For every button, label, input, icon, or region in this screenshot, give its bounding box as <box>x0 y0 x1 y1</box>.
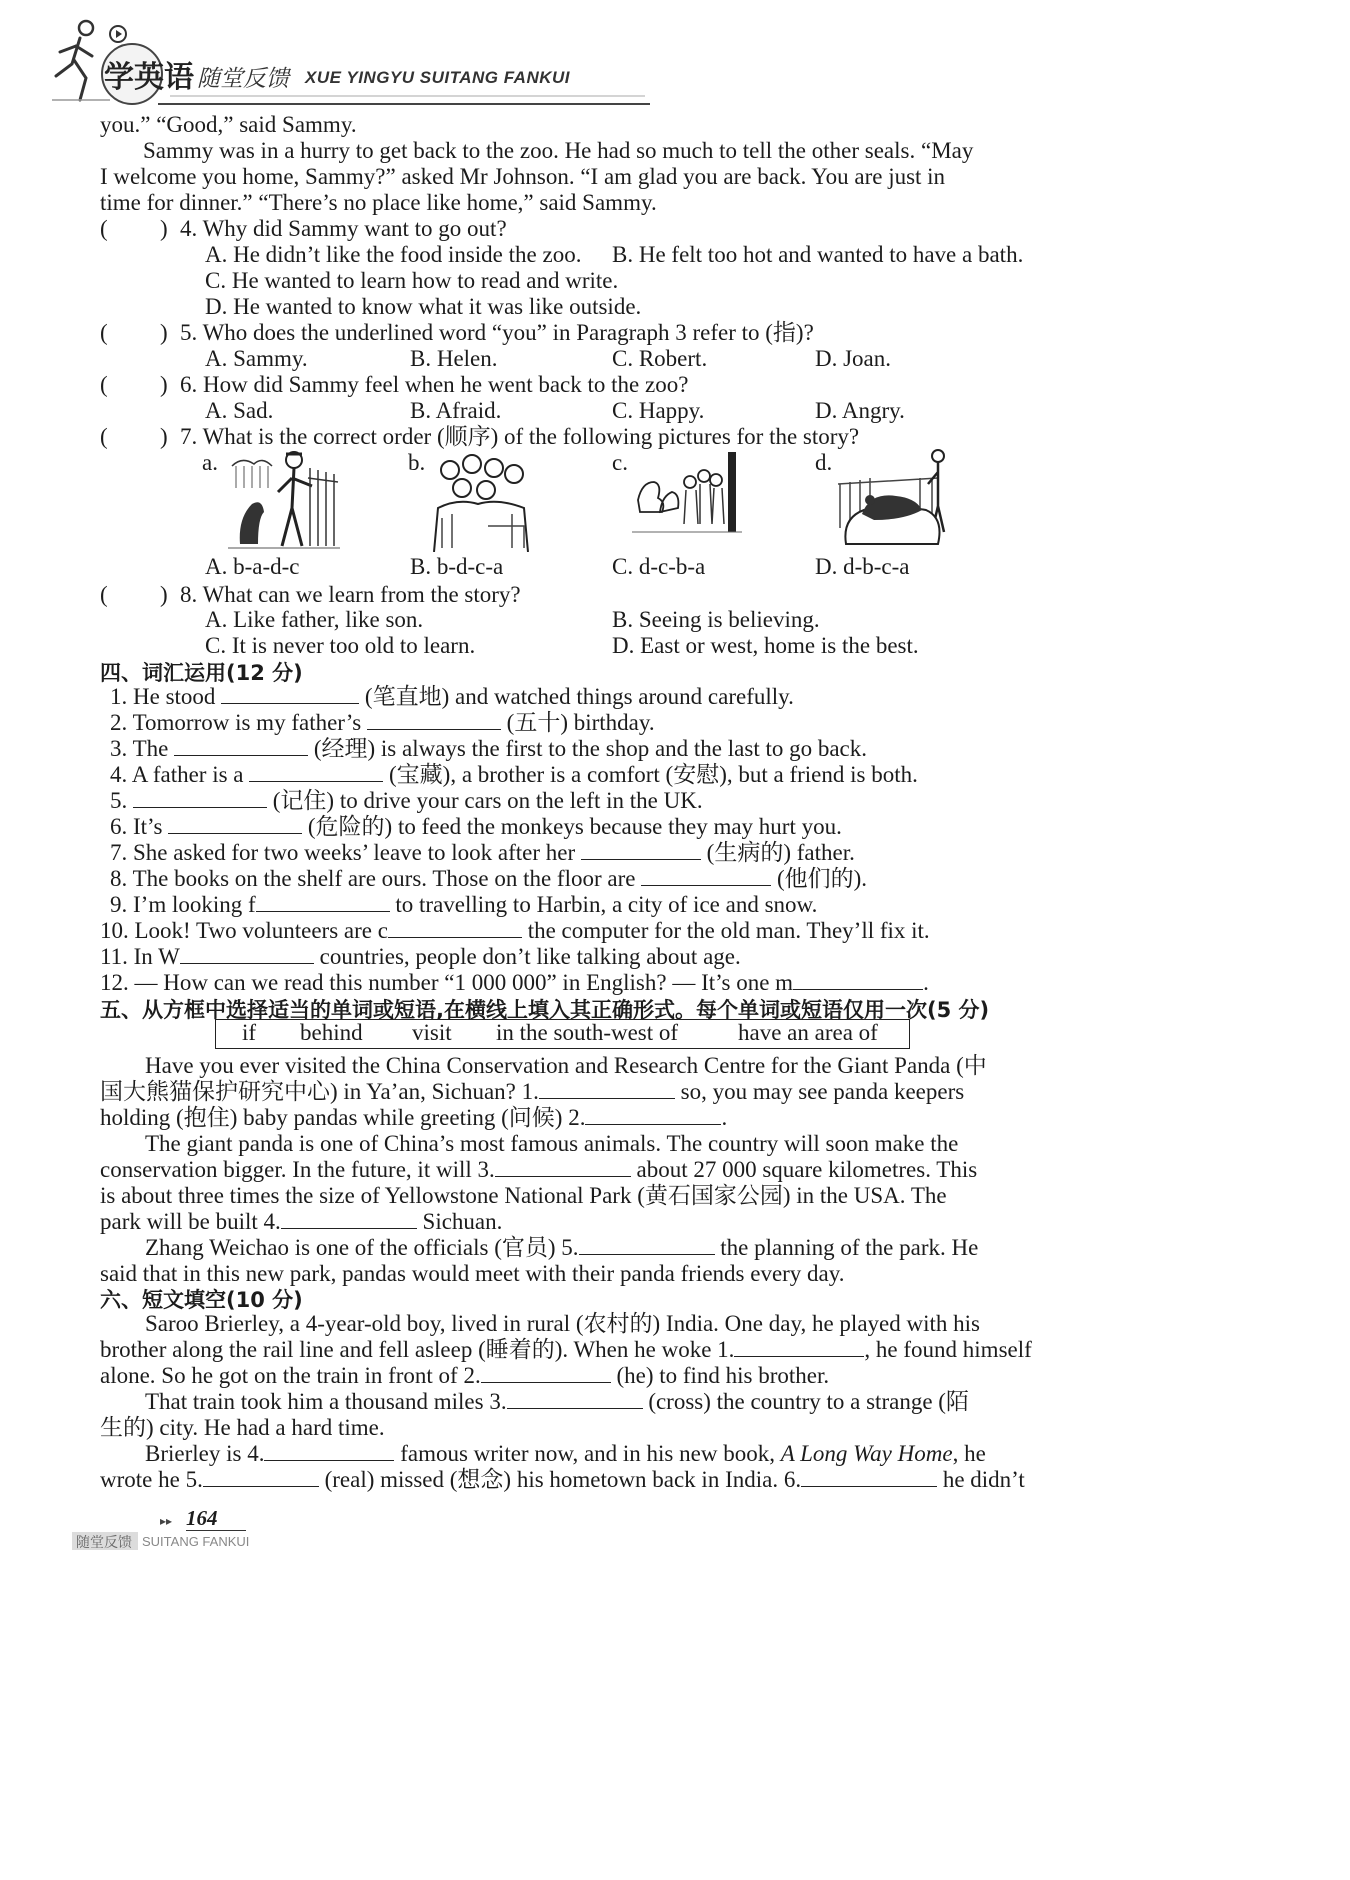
answer-blank[interactable] <box>249 761 383 782</box>
option-b: B. b-d-c-a <box>410 554 504 579</box>
passage-line: The giant panda is one of China’s most famous animals. The country will soon make the <box>145 1131 959 1156</box>
answer-blank[interactable] <box>203 1466 319 1487</box>
option-a: A. Sad. <box>205 398 274 423</box>
picture-label: b. <box>408 450 426 475</box>
word-option: have an area of <box>738 1020 878 1045</box>
seal-at-gate-illustration <box>222 448 342 552</box>
section-heading: 五、从方框中选择适当的单词或短语,在横线上填入其正确形式。每个单词或短语仅用一次(5 分) <box>100 998 990 1022</box>
answer-blank[interactable] <box>495 1156 631 1177</box>
option-b: B. Seeing is believing. <box>612 607 820 632</box>
answer-paren-open: ( <box>100 320 108 345</box>
passage-line: said that in this new park, pandas would meet with their panda friends every day. <box>100 1261 845 1286</box>
word-option: if <box>242 1020 257 1045</box>
answer-blank[interactable] <box>221 683 359 704</box>
answer-blank[interactable] <box>168 813 302 834</box>
word-option: visit <box>412 1020 452 1045</box>
option-c: C. It is never too old to learn. <box>205 633 476 658</box>
answer-blank[interactable] <box>367 709 501 730</box>
seal-on-rock-illustration <box>834 448 950 552</box>
answer-blank[interactable] <box>174 735 308 756</box>
option-d: D. d-b-c-a <box>815 554 910 579</box>
option-b: B. Afraid. <box>410 398 502 423</box>
answer-paren-open: ( <box>100 582 108 607</box>
answer-blank[interactable] <box>481 1362 611 1383</box>
crowd-illustration <box>428 448 532 552</box>
passage-line: 生的) city. He had a hard time. <box>100 1415 385 1440</box>
answer-blank[interactable] <box>793 969 923 990</box>
option-b: B. Helen. <box>410 346 498 371</box>
answer-paren-close: ) <box>160 424 168 449</box>
picture-label: a. <box>202 450 218 475</box>
header-title-en: XUE YINGYU SUITANG FANKUI <box>305 68 571 87</box>
story-line: Sammy was in a hurry to get back to the zoo. He had so much to tell the other seals. “May <box>143 138 974 163</box>
vocab-item: 10. Look! Two volunteers are c the computer for the old man. They’ll fix it. <box>100 918 930 943</box>
passage-line: alone. So he got on the train in front of 2. (he) to find his brother. <box>100 1363 830 1388</box>
footer-label: 随堂反馈 <box>76 1535 132 1551</box>
answer-blank[interactable] <box>256 891 390 912</box>
answer-blank[interactable] <box>539 1078 675 1099</box>
question-stem: 6. How did Sammy feel when he went back to the zoo? <box>180 372 689 397</box>
question-stem: 4. Why did Sammy want to go out? <box>180 216 507 241</box>
answer-paren-close: ) <box>160 582 168 607</box>
passage-line: wrote he 5. (real) missed (想念) his hometown back in India. 6. he didn’t <box>100 1467 1025 1492</box>
answer-blank[interactable] <box>585 1104 721 1125</box>
passage-line: Saroo Brierley, a 4-year-old boy, lived in rural (农村的) India. One day, he played with his <box>145 1311 980 1336</box>
story-line: I welcome you home, Sammy?” asked Mr Johnson. “I am glad you are back. You are just in <box>100 164 946 189</box>
passage-line: brother along the rail line and fell asleep (睡着的). When he woke 1. , he found himself <box>100 1337 1032 1362</box>
section-heading: 六、短文填空(10 分) <box>100 1288 303 1312</box>
vocab-item: 6. It’s (危险的) to feed the monkeys because they may hurt you. <box>110 814 842 839</box>
answer-paren-close: ) <box>160 216 168 241</box>
vocab-item: 9. I’m looking f to travelling to Harbin, a city of ice and snow. <box>110 892 818 917</box>
seals-and-children-illustration <box>632 452 744 536</box>
book-title: A Long Way Home <box>780 1441 953 1466</box>
question-stem: 5. Who does the underlined word “you” in Paragraph 3 refer to (指)? <box>180 320 814 345</box>
question-stem: 8. What can we learn from the story? <box>180 582 521 607</box>
vocab-item: 2. Tomorrow is my father’s (五十) birthday. <box>110 710 655 735</box>
picture-label: d. <box>815 450 833 475</box>
vocab-item: 3. The (经理) is always the first to the shop and the last to go back. <box>110 736 868 761</box>
passage-line: is about three times the size of Yellowstone National Park (黄石国家公园) in the USA. The <box>100 1183 947 1208</box>
answer-blank[interactable] <box>581 839 701 860</box>
answer-blank[interactable] <box>281 1208 417 1229</box>
option-c: C. Robert. <box>612 346 708 371</box>
vocab-item: 5. (记住) to drive your cars on the left in the UK. <box>110 788 703 813</box>
answer-paren-open: ( <box>100 424 108 449</box>
option-b: B. He felt too hot and wanted to have a bath. <box>612 242 1024 267</box>
passage-line: Have you ever visited the China Conservation and Research Centre for the Giant Panda (中 <box>145 1053 987 1078</box>
vocab-item: 8. The books on the shelf are ours. Those on the floor are (他们的). <box>110 866 868 891</box>
option-a: A. b-a-d-c <box>205 554 300 579</box>
page-number-rule <box>186 1530 246 1531</box>
option-c: C. He wanted to learn how to read and write. <box>205 268 619 293</box>
option-d: D. He wanted to know what it was like outside. <box>205 294 642 319</box>
answer-blank[interactable] <box>579 1234 715 1255</box>
header-title: 学英语 <box>104 60 194 95</box>
option-d: D. East or west, home is the best. <box>612 633 919 658</box>
passage-line: park will be built 4. Sichuan. <box>100 1209 503 1234</box>
story-line: time for dinner.” “There’s no place like home,” said Sammy. <box>100 190 657 215</box>
option-d: D. Angry. <box>815 398 905 423</box>
answer-blank[interactable] <box>801 1466 937 1487</box>
footer-label-en: SUITANG FANKUI <box>142 1534 250 1549</box>
vocab-item: 11. In W countries, people don’t like talking about age. <box>100 944 741 969</box>
vocab-item: 1. He stood (笔直地) and watched things around carefully. <box>110 684 794 709</box>
passage-line: 国大熊猫保护研究中心) in Ya’an, Sichuan? 1. so, you may see panda keepers <box>100 1079 965 1104</box>
passage-line: Zhang Weichao is one of the officials (官员) 5. the planning of the park. He <box>145 1235 979 1260</box>
page-number: 164 <box>186 1506 218 1530</box>
header-subtitle: 随堂反馈 <box>197 66 289 92</box>
passage-line: holding (抱住) baby pandas while greeting (问候) 2. . <box>100 1105 728 1130</box>
question-stem: 7. What is the correct order (顺序) of the following pictures for the story? <box>180 424 860 449</box>
section-heading: 四、词汇运用(12 分) <box>100 661 303 685</box>
answer-blank[interactable] <box>734 1336 864 1357</box>
picture-label: c. <box>612 450 628 475</box>
word-option: behind <box>300 1020 363 1045</box>
passage-line: Brierley is 4. famous writer now, and in his new book, A Long Way Home, he <box>145 1441 986 1466</box>
answer-paren-close: ) <box>160 372 168 397</box>
answer-blank[interactable] <box>507 1388 643 1409</box>
word-box <box>215 1019 910 1049</box>
answer-blank[interactable] <box>133 787 267 808</box>
vocab-item: 7. She asked for two weeks’ leave to look after her (生病的) father. <box>110 840 855 865</box>
answer-paren-open: ( <box>100 216 108 241</box>
answer-paren-open: ( <box>100 372 108 397</box>
option-a: A. He didn’t like the food inside the zoo. <box>205 242 582 267</box>
answer-blank[interactable] <box>641 865 771 886</box>
option-a: A. Like father, like son. <box>205 607 424 632</box>
option-c: C. Happy. <box>612 398 705 423</box>
word-option: in the south-west of <box>496 1020 679 1045</box>
arrow-icon: ▸▸ <box>160 1514 173 1528</box>
vocab-item: 12. — How can we read this number “1 000 000” in English? — It’s one m . <box>100 970 929 995</box>
vocab-item: 4. A father is a (宝藏), a brother is a comfort (安慰), but a friend is both. <box>110 762 918 787</box>
passage-line: That train took him a thousand miles 3. (cross) the country to a strange (陌 <box>145 1389 969 1414</box>
story-line: you.” “Good,” said Sammy. <box>100 112 357 137</box>
option-c: C. d-c-b-a <box>612 554 706 579</box>
answer-blank[interactable] <box>388 917 522 938</box>
option-a: A. Sammy. <box>205 346 308 371</box>
option-d: D. Joan. <box>815 346 892 371</box>
answer-blank[interactable] <box>180 943 314 964</box>
answer-blank[interactable] <box>264 1440 394 1461</box>
passage-line: conservation bigger. In the future, it will 3. about 27 000 square kilometres. This <box>100 1157 978 1182</box>
answer-paren-close: ) <box>160 320 168 345</box>
